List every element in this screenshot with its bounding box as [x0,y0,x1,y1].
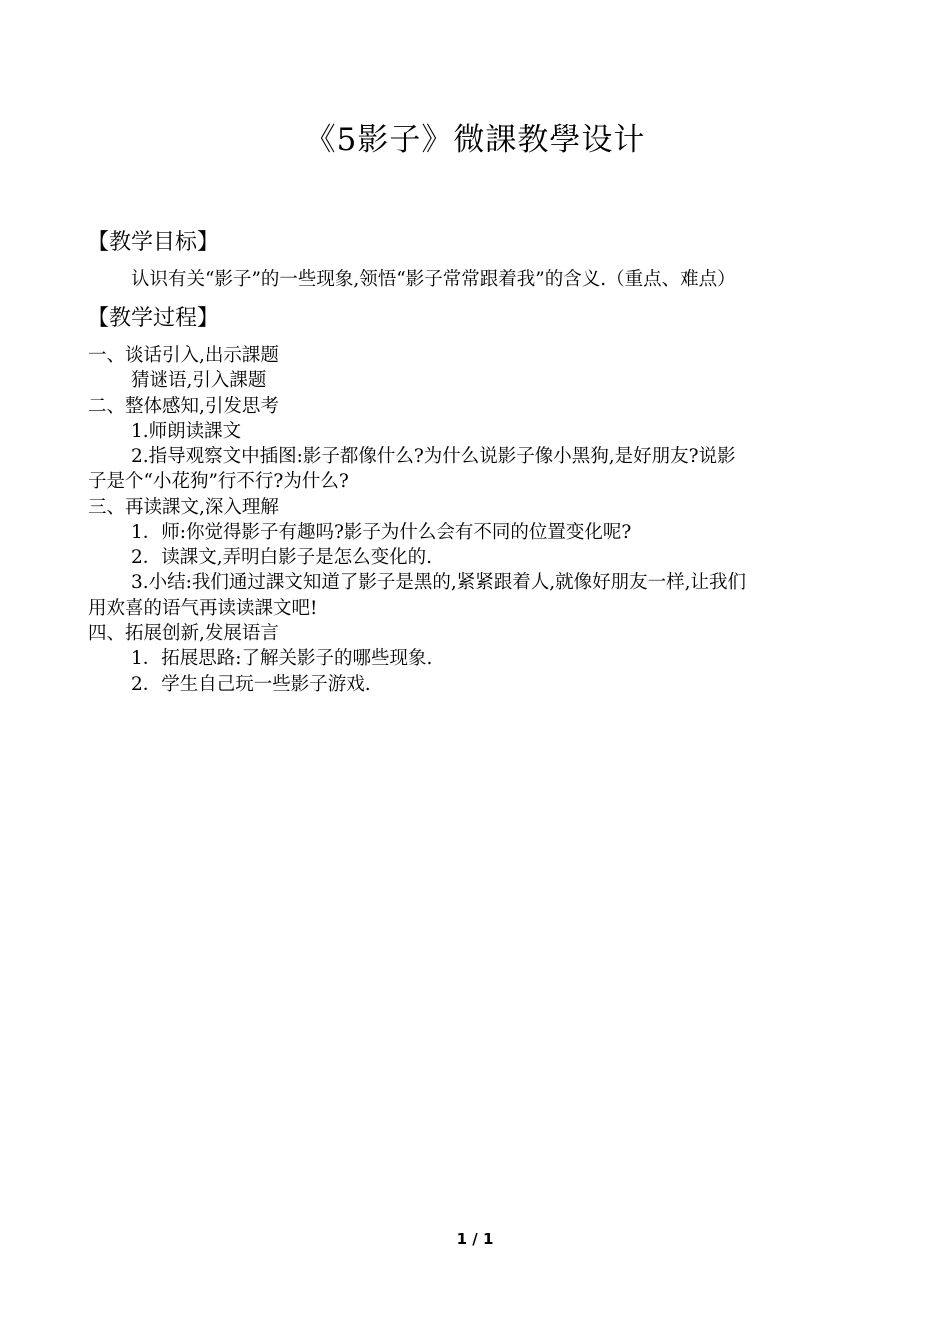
page-number: 1 / 1 [456,1230,494,1248]
process-line: 二、整体感知,引发思考 [88,396,279,417]
process-line: 三、再读課文,深入理解 [88,497,279,518]
process-line: 2.指导观察文中插图:影子都像什么?为什么说影子像小黑狗,是好朋友?说影 [131,446,736,467]
process-line: 1．拓展思路:了解关影子的哪些现象. [131,648,433,669]
document-title: 《5影子》微課教學设计 [304,122,646,158]
process-line: 子是个“小花狗”行不行?为什么? [88,471,349,492]
process-line: 1.师朗读課文 [131,421,242,442]
process-line: 一、谈话引入,出示課题 [88,345,279,366]
process-line: 3.小结:我们通过課文知道了影子是黑的,紧紧跟着人,就像好朋友一样,让我们 [131,572,747,593]
objectives-text: 认识有关“影子”的一些现象,领悟“影子常常跟着我”的含义.（重点、难点） [131,269,736,290]
process-line: 猜谜语,引入課题 [131,370,267,391]
objectives-heading: 【教学目标】 [87,230,220,255]
process-line: 四、拓展创新,发展语言 [88,623,279,644]
process-line: 用欢喜的语气再读读課文吧! [88,598,318,619]
process-line: 2．读課文,弄明白影子是怎么变化的. [131,547,433,568]
process-heading: 【教学过程】 [87,306,220,331]
process-line: 1．师:你觉得影子有趣吗?影子为什么会有不同的位置变化呢? [131,522,632,543]
process-line: 2．学生自己玩一些影子游戏. [131,674,371,695]
